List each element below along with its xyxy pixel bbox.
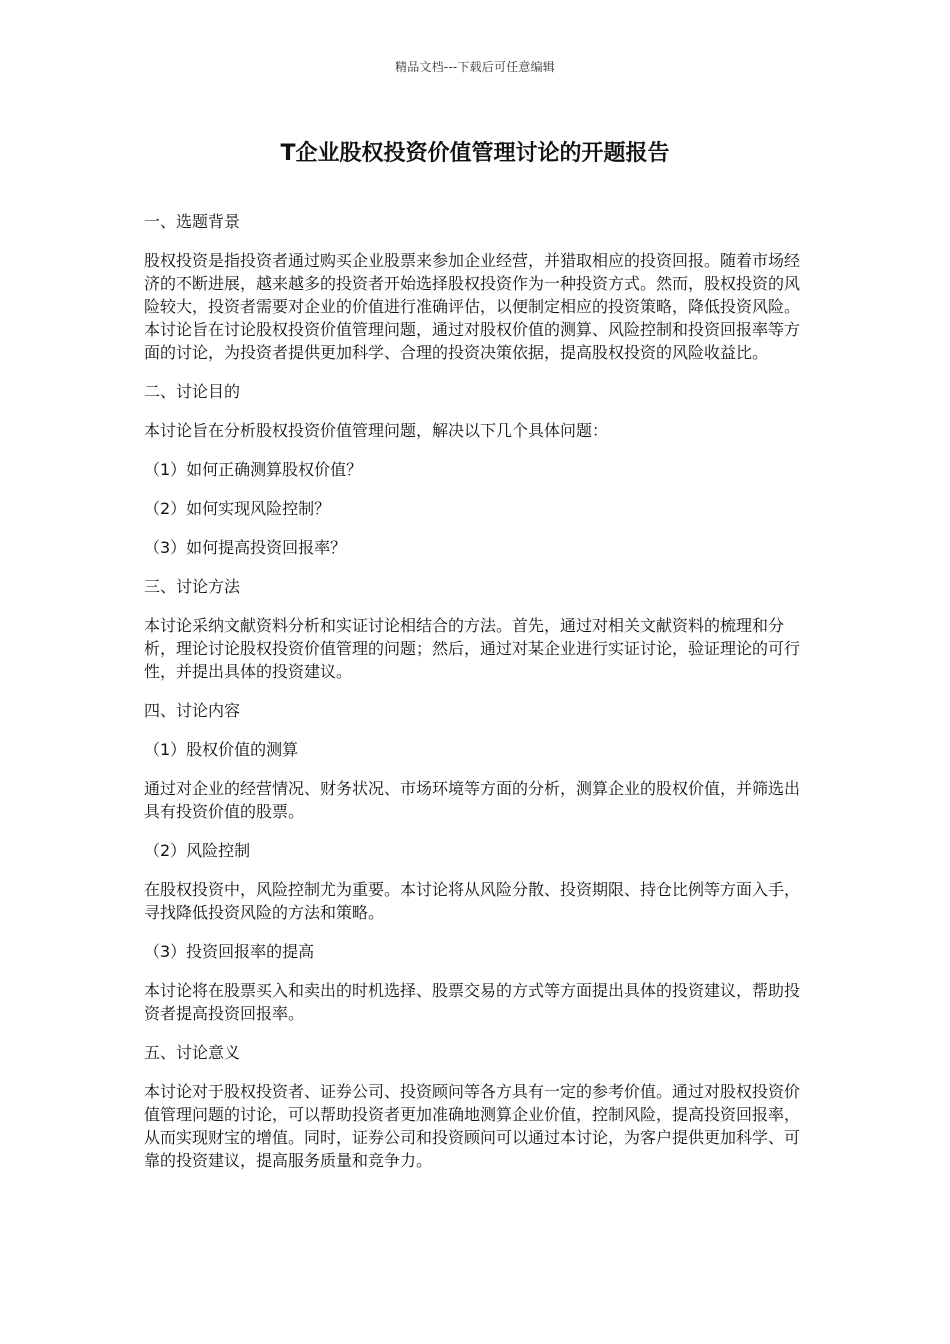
question-item-2: （2）如何实现风险控制？ (144, 499, 331, 518)
section-heading-method: 三、讨论方法 (144, 577, 241, 596)
section-heading-significance: 五、讨论意义 (144, 1043, 241, 1062)
header-note: 精品文档---下载后可任意编辑 (395, 60, 555, 74)
page-title: T企业股权投资价值管理讨论的开题报告 (280, 141, 670, 166)
question-item-1: （1）如何正确测算股权价值？ (144, 460, 363, 479)
paragraph-significance: 本讨论对于股权投资者、证券公司、投资顾问等各方具有一定的参考价值。通过对股权投资价值管理问题的讨论，可以帮助投资者更加准确地测算企业价值，控制风险，提高投资回报率，从而实现财宝的增值。同时，证券公司和投资顾问可以通过本讨论，为客户提供更加科学、可靠的投资建议，提高服务质量和竞争力。 (144, 1082, 801, 1170)
paragraph-valuation: 通过对企业的经营情况、财务状况、市场环境等方面的分析，测算企业的股权价值，并筛选出具有投资价值的股票。 (144, 779, 801, 821)
paragraph-method: 本讨论采纳文献资料分析和实证讨论相结合的方法。首先，通过对相关文献资料的梳理和分析，理论讨论股权投资价值管理的问题；然后，通过对某企业进行实证讨论，验证理论的可行性，并提出具体的投资建议。 (144, 616, 801, 681)
subheading-risk-control: （2）风险控制 (144, 841, 251, 860)
paragraph-return-rate: 本讨论将在股票买入和卖出的时机选择、股票交易的方式等方面提出具体的投资建议，帮助投资者提高投资回报率。 (144, 981, 801, 1023)
section-heading-background: 一、选题背景 (144, 212, 241, 231)
subheading-return-rate: （3）投资回报率的提高 (144, 942, 315, 961)
question-item-3: （3）如何提高投资回报率？ (144, 538, 347, 557)
paragraph-purpose: 本讨论旨在分析股权投资价值管理问题，解决以下几个具体问题： (144, 421, 609, 440)
subheading-valuation: （1）股权价值的测算 (144, 740, 299, 759)
section-heading-purpose: 二、讨论目的 (144, 382, 241, 401)
document-body (144, 210, 808, 1188)
section-heading-content: 四、讨论内容 (144, 701, 241, 720)
paragraph-risk-control: 在股权投资中，风险控制尤为重要。本讨论将从风险分散、投资期限、持仓比例等方面入手，寻找降低投资风险的方法和策略。 (144, 880, 801, 922)
paragraph-background: 股权投资是指投资者通过购买企业股票来参加企业经营，并猎取相应的投资回报。随着市场经济的不断进展，越来越多的投资者开始选择股权投资作为一种投资方式。然而，股权投资的风险较大，投资者需要对企业的价值进行准确评估，以便制定相应的投资策略，降低投资风险。本讨论旨在讨论股权投资价值管理问题，通过对股权价值的测算、风险控制和投资回报率等方面的讨论，为投资者提供更加科学、合理的投资决策依据，提高股权投资的风险收益比。 (144, 251, 801, 362)
